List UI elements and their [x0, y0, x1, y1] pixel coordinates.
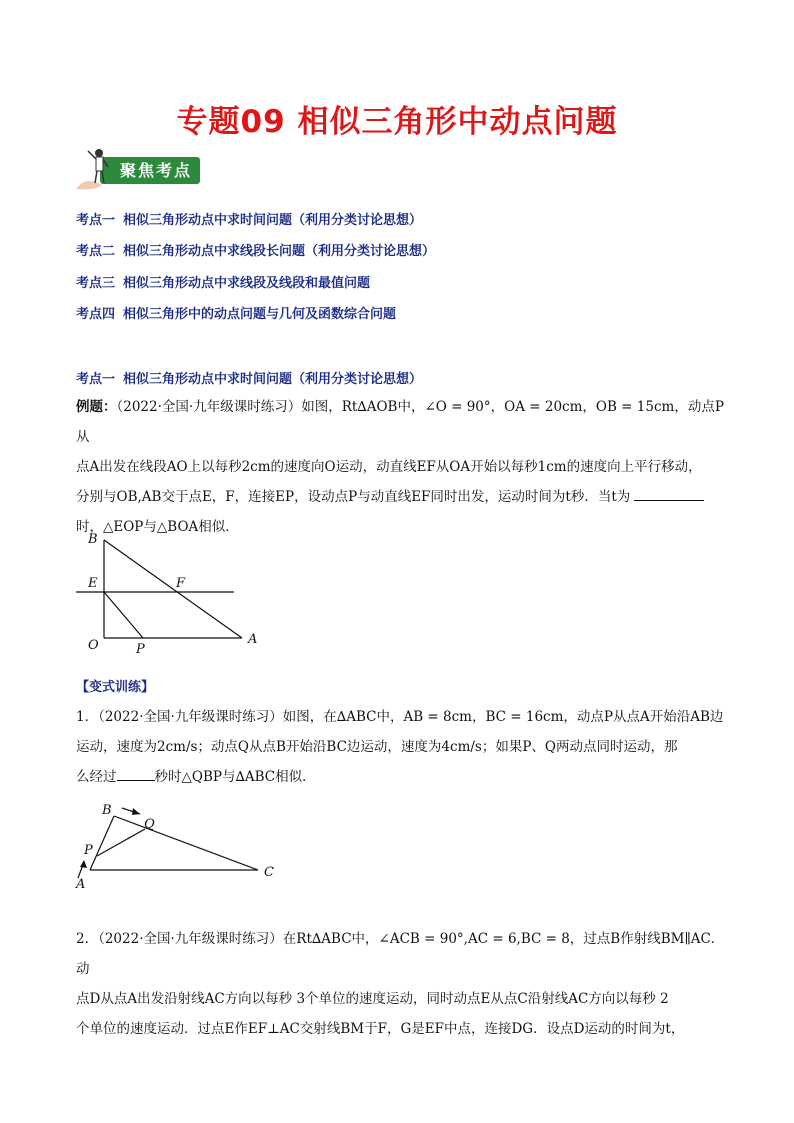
toc-item-1[interactable]: 考点一 相似三角形动点中求时间问题（利用分类讨论思想）: [76, 213, 423, 228]
label-E: E: [88, 576, 98, 591]
question-2-text: [76, 924, 726, 1044]
focus-banner: [70, 145, 205, 193]
label-F: F: [176, 576, 186, 591]
label-A: A: [248, 632, 258, 647]
example-line-4: 时，△EOP与△BOA相似．: [76, 519, 239, 535]
q1-line-2: 运动，速度为2cm/s；动点Q从点B开始沿BC边运动，速度为4cm/s；如果P、Q两动点同时运动，那: [76, 739, 678, 755]
person-figure-icon: [72, 145, 116, 193]
example-text: [76, 392, 726, 542]
q2-line-1: 2．（2022·全国·九年级课时练习）在Rt∆ABC中，∠ACB = 90°,AC = 6,BC = 8，过点B作射线BM∥AC．动: [76, 931, 725, 977]
page-title: 专题09 相似三角形中动点问题: [176, 104, 618, 140]
example-line-3: 分别与OB,AB交于点E，F，连接EP，设动点P与动直线EF同时出发，运动时间为t秒．当t为: [76, 482, 726, 512]
section-heading: 考点一 相似三角形动点中求时间问题（利用分类讨论思想）: [76, 372, 423, 387]
question-1-figure: [70, 800, 290, 890]
label-C: C: [264, 865, 274, 880]
label-O: O: [88, 638, 99, 653]
q2-line-3: 个单位的速度运动．过点E作EF⊥AC交射线BM于F，G是EF中点，连接DG．设点D运动的时间为t，: [76, 1021, 685, 1037]
arrow-q-icon: [132, 808, 140, 815]
example-line-1: 例题：（2022·全国·九年级课时练习）如图，Rt∆AOB中，∠O = 90°，OA = 20cm，OB = 15cm，动点P从: [76, 399, 724, 445]
toc-item-4[interactable]: 考点四 相似三角形中的动点问题与几何及函数综合问题: [76, 307, 397, 322]
label-B: B: [102, 803, 112, 818]
q1-line-3: 么经过 秒时△QBP与∆ABC相似．: [76, 762, 726, 792]
toc-item-3[interactable]: 考点三 相似三角形动点中求线段及线段和最值问题: [76, 276, 371, 291]
q1-answer-blank[interactable]: [117, 766, 155, 781]
toc-item-2[interactable]: 考点二 相似三角形动点中求线段长问题（利用分类讨论思想）: [76, 244, 436, 259]
banner-label: 聚焦考点: [100, 157, 200, 184]
answer-blank[interactable]: [634, 486, 704, 501]
example-line-2: 点A出发在线段AO上以每秒2cm的速度向O运动，动直线EF从OA开始以每秒1cm的速度向上平行移动，: [76, 459, 702, 475]
label-P: P: [84, 843, 93, 858]
variant-training-heading: 【变式训练】: [76, 680, 155, 695]
label-Q: Q: [144, 817, 155, 832]
question-1-text: [76, 702, 726, 792]
q2-line-2: 点D从点A出发沿射线AC方向以每秒 3个单位的速度运动，同时动点E从点C沿射线AC方向以每秒 2: [76, 991, 669, 1007]
label-A: A: [76, 877, 86, 890]
example-figure: [70, 525, 270, 660]
arrow-p-icon: [80, 860, 87, 868]
label-P: P: [136, 642, 145, 657]
q1-line-1: 1．（2022·全国·九年级课时练习）如图，在∆ABC中，AB = 8cm，BC = 16cm，动点P从点A开始沿AB边: [76, 709, 724, 725]
label-B: B: [88, 532, 98, 547]
